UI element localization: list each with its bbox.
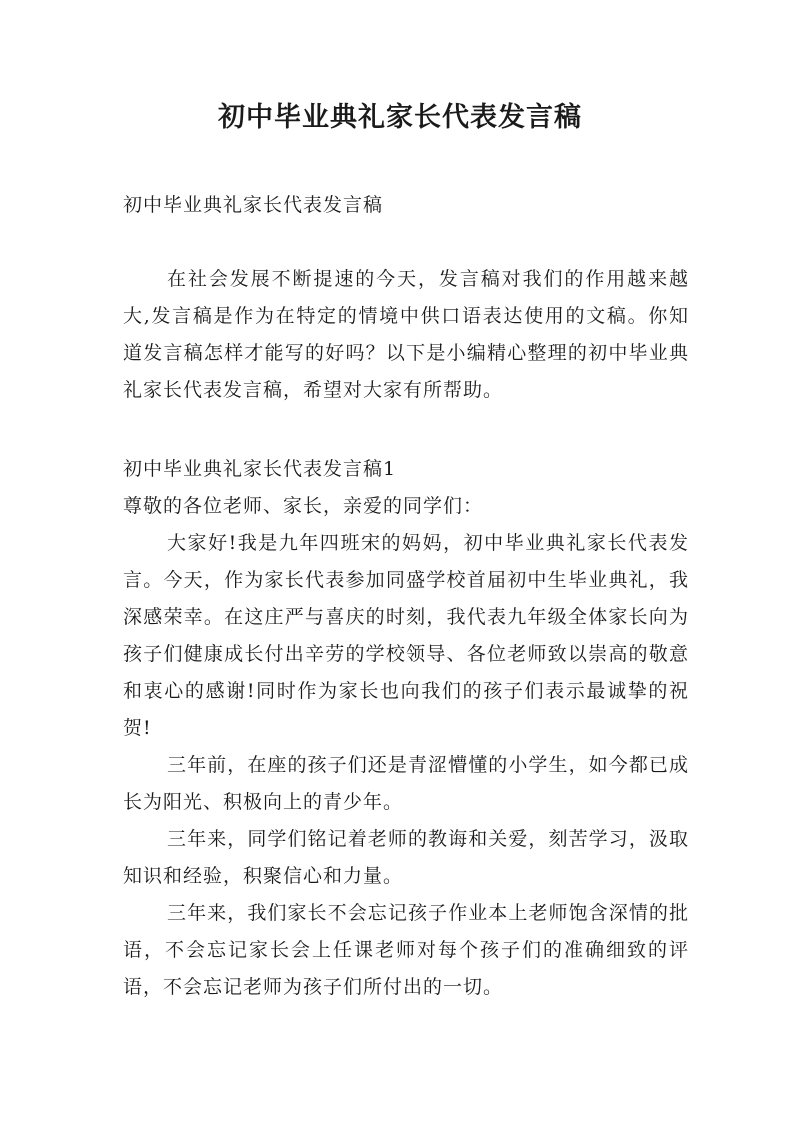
section-heading: 初中毕业典礼家长代表发言稿1	[123, 458, 397, 480]
document-subtitle: 初中毕业典礼家长代表发言稿	[123, 194, 384, 216]
body-paragraph: 三年来，我们家长不会忘记孩子作业本上老师饱含深情的批语，不会忘记家长会上任课老师对每个孩子们的准确细致的评语，不会忘记老师为孩子们所付出的一切。	[123, 902, 689, 998]
speech-section	[123, 451, 689, 1006]
document-title: 初中毕业典礼家长代表发言稿	[218, 102, 582, 133]
intro-paragraph: 在社会发展不断提速的今天，发言稿对我们的作用越来越大,发言稿是作为在特定的情境中供口语表达使用的文稿。你知道发言稿怎样才能写的好吗？以下是小编精心整理的初中毕业典礼家长代表发言稿，希望对大家有所帮助。	[123, 268, 689, 401]
body-paragraph: 大家好!我是九年四班宋的妈妈，初中毕业典礼家长代表发言。今天，作为家长代表参加同盛学校首届初中生毕业典礼，我深感荣幸。在这庄严与喜庆的时刻，我代表九年级全体家长向为孩子们健康成长付出辛劳的学校领导、各位老师致以崇高的敬意和衷心的感谢!同时作为家长也向我们的孩子们表示最诚挚的祝贺!	[123, 532, 689, 739]
body-paragraph: 三年前，在座的孩子们还是青涩懵懂的小学生，如今都已成长为阳光、积极向上的青少年。	[123, 754, 689, 813]
salutation: 尊敬的各位老师、家长，亲爱的同学们：	[123, 495, 484, 517]
body-paragraph: 三年来，同学们铭记着老师的教诲和关爱，刻苦学习，汲取知识和经验，积聚信心和力量。	[123, 828, 689, 887]
intro-section	[123, 261, 689, 409]
